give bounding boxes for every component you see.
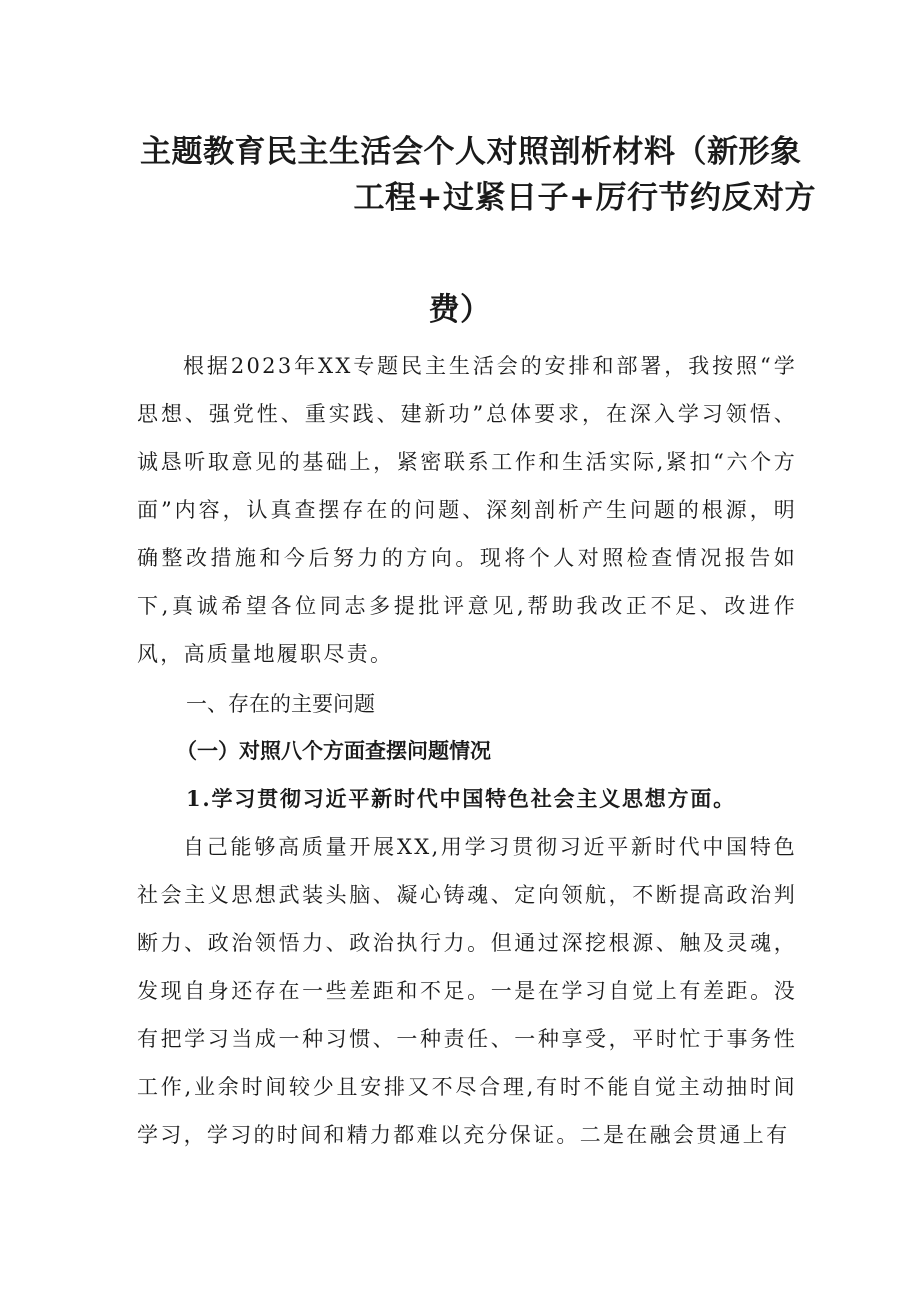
subsection-heading: （一）对照八个方面查摆问题情况 bbox=[176, 739, 491, 763]
item-heading: 1.学习贯彻习近平新时代中国特色社会主义思想方面。 bbox=[186, 786, 736, 811]
section-heading: 一、存在的主要问题 bbox=[186, 692, 375, 716]
document-title-line-3: 费） bbox=[428, 292, 492, 328]
intro-paragraph: 根据2023年XX专题民主生活会的安排和部署，我按照“学思想、强党性、重实践、建新功”总体要求，在深入学习领悟、诚恳听取意见的基础上，紧密联系工作和生活实际,紧扣“六个方面”内容，认真查摆存在的问题、深刻剖析产生问题的根源，明确整改措施和今后努力的方向。现将个人对照检查情况报告如下,真诚希望各位同志多提批评意见,帮助我改正不足、改进作风，高质量地履职尽责。 bbox=[137, 354, 797, 666]
document-title-line-1: 主题教育民主生活会个人对照剖析材料（新形象 bbox=[140, 134, 802, 170]
item-paragraph: 自己能够高质量开展XX,用学习贯彻习近平新时代中国特色社会主义思想武装头脑、凝心铸魂、定向领航，不断提高政治判断力、政治领悟力、政治执行力。但通过深挖根源、触及灵魂，发现自身还存在一些差距和不足。一是在学习自觉上有差距。没有把学习当成一种习惯、一种责任、一种享受，平时忙于事务性工作,业余时间较少且安排又不尽合理,有时不能自觉主动抽时间学习，学习的时间和精力都难以充分保证。二是在融会贯通上有 bbox=[137, 835, 797, 1147]
document-title-line-2: 工程+过紧日子+厉行节约反对方 bbox=[353, 180, 816, 216]
